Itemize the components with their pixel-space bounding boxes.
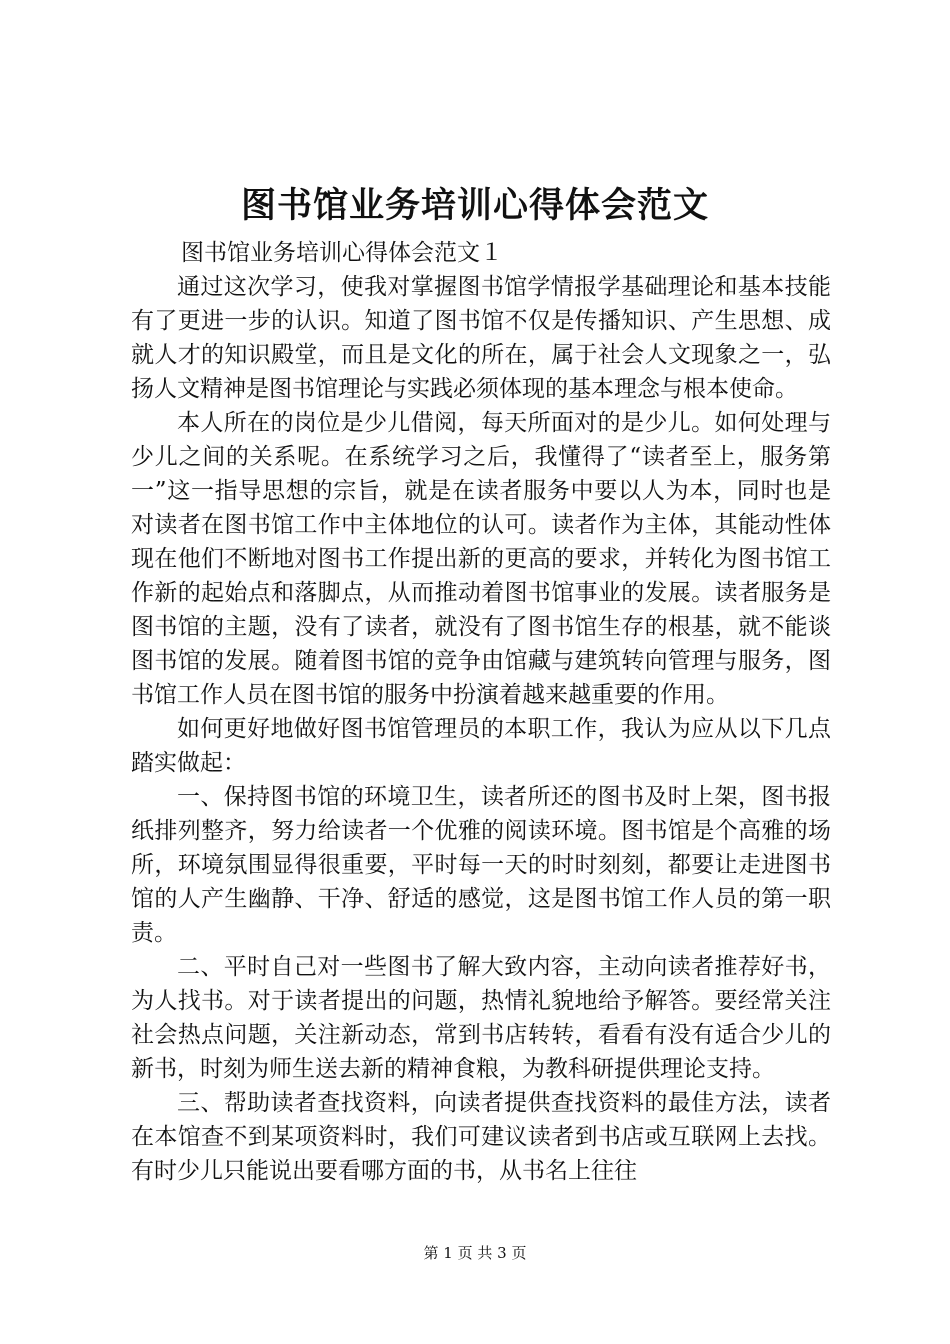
section-heading: 图书馆业务培训心得体会范文１ — [181, 240, 503, 266]
paragraph: 本人所在的岗位是少儿借阅，每天所面对的是少儿。如何处理与少儿之间的关系呢。在系统学习之后，我懂得了“读者至上，服务第一”这一指导思想的宗旨，就是在读者服务中要以人为本，同时也是对读者在图书馆工作中主体地位的认可。读者作为主体，其能动性体现在他们不断地对图书工作提出新的更高的要求，并转化为图书馆工作新的起始点和落脚点，从而推动着图书馆事业的发展。读者服务是图书馆的主题，没有了读者，就没有了图书馆生存的根基，就不能谈图书馆的发展。随着图书馆的竞争由馆藏与建筑转向管理与服务，图书馆工作人员在图书馆的服务中扮演着越来越重要的作用。 — [131, 410, 831, 708]
document-body — [131, 236, 831, 1188]
document-title: 图书馆业务培训心得体会范文 — [240, 185, 709, 226]
paragraph: 二、平时自己对一些图书了解大致内容，主动向读者推荐好书，为人找书。对于读者提出的问题，热情礼貌地给予解答。要经常关注社会热点问题，关注新动态，常到书店转转，看看有没有适合少儿的新书，时刻为师生送去新的精神食粮，为教科研提供理论支持。 — [131, 954, 831, 1082]
page-footer: 第 1 页 共 3 页 — [423, 1244, 527, 1262]
paragraph: 三、帮助读者查找资料，向读者提供查找资料的最佳方法，读者在本馆查不到某项资料时，我们可建议读者到书店或互联网上去找。有时少儿只能说出要看哪方面的书，从书名上往往 — [131, 1090, 831, 1184]
paragraph: 如何更好地做好图书馆管理员的本职工作，我认为应从以下几点踏实做起： — [131, 716, 831, 776]
paragraph: 通过这次学习，使我对掌握图书馆学情报学基础理论和基本技能有了更进一步的认识。知道了图书馆不仅是传播知识、产生思想、成就人才的知识殿堂，而且是文化的所在，属于社会人文现象之一，弘扬人文精神是图书馆理论与实践必须体现的基本理念与根本使命。 — [131, 274, 831, 402]
paragraph: 一、保持图书馆的环境卫生，读者所还的图书及时上架，图书报纸排列整齐，努力给读者一个优雅的阅读环境。图书馆是个高雅的场所，环境氛围显得很重要，平时每一天的时时刻刻，都要让走进图书馆的人产生幽静、干净、舒适的感觉，这是图书馆工作人员的第一职责。 — [131, 784, 831, 946]
